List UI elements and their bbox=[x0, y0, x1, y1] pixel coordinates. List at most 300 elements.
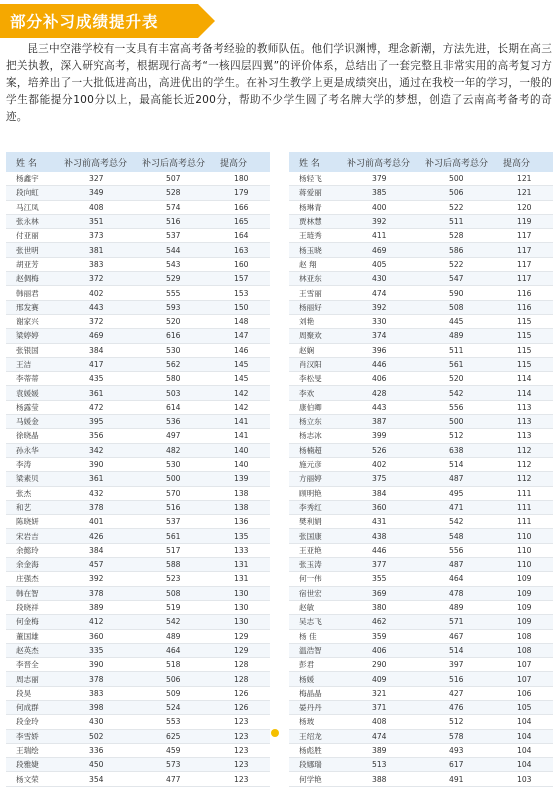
score-before: 381 bbox=[64, 243, 142, 257]
score-before: 438 bbox=[347, 529, 425, 543]
student-name: 王琏秀 bbox=[289, 229, 347, 243]
table-row bbox=[289, 543, 553, 557]
score-gain: 150 bbox=[220, 300, 270, 314]
score-before: 290 bbox=[347, 658, 425, 672]
score-before: 399 bbox=[347, 429, 425, 443]
score-gain: 142 bbox=[220, 400, 270, 414]
student-name: 张国康 bbox=[289, 529, 347, 543]
table-body bbox=[6, 172, 270, 786]
score-gain: 117 bbox=[503, 257, 553, 271]
table-row bbox=[289, 214, 553, 228]
score-after: 542 bbox=[425, 515, 503, 529]
score-before: 389 bbox=[347, 743, 425, 757]
student-name: 段晓祥 bbox=[6, 600, 64, 614]
score-gain: 104 bbox=[503, 758, 553, 772]
table-row bbox=[289, 586, 553, 600]
score-after: 555 bbox=[142, 286, 220, 300]
score-gain: 112 bbox=[503, 457, 553, 471]
score-after: 616 bbox=[142, 329, 220, 343]
score-after: 508 bbox=[425, 300, 503, 314]
score-table-right bbox=[289, 152, 553, 787]
score-gain: 128 bbox=[220, 672, 270, 686]
table-row bbox=[6, 372, 270, 386]
score-before: 360 bbox=[64, 629, 142, 643]
table-row bbox=[289, 658, 553, 672]
student-name: 马媛金 bbox=[6, 415, 64, 429]
student-name: 段娜瑞 bbox=[289, 758, 347, 772]
table-row bbox=[6, 172, 270, 186]
score-after: 500 bbox=[425, 415, 503, 429]
student-name: 陈晓妍 bbox=[6, 515, 64, 529]
score-before: 430 bbox=[64, 715, 142, 729]
score-after: 477 bbox=[142, 772, 220, 786]
student-name: 杨鑫宇 bbox=[6, 172, 64, 186]
student-name: 段昊 bbox=[6, 686, 64, 700]
student-name: 王洁 bbox=[6, 357, 64, 371]
score-after: 516 bbox=[425, 672, 503, 686]
score-after: 578 bbox=[425, 729, 503, 743]
score-before: 330 bbox=[347, 314, 425, 328]
student-name: 杨楠超 bbox=[289, 443, 347, 457]
score-before: 351 bbox=[64, 214, 142, 228]
score-gain: 115 bbox=[503, 357, 553, 371]
table-row bbox=[6, 658, 270, 672]
score-after: 614 bbox=[142, 400, 220, 414]
student-name: 董国雄 bbox=[6, 629, 64, 643]
score-gain: 106 bbox=[503, 686, 553, 700]
student-name: 何成群 bbox=[6, 700, 64, 714]
score-after: 503 bbox=[142, 386, 220, 400]
score-before: 388 bbox=[347, 772, 425, 786]
table-row bbox=[289, 672, 553, 686]
score-gain: 113 bbox=[503, 429, 553, 443]
student-name: 肖汉阳 bbox=[289, 357, 347, 371]
table-row bbox=[6, 758, 270, 772]
score-after: 506 bbox=[142, 672, 220, 686]
score-before: 349 bbox=[64, 186, 142, 200]
header-after: 补习后高考总分 bbox=[425, 152, 503, 172]
score-gain: 166 bbox=[220, 200, 270, 214]
table-row bbox=[289, 243, 553, 257]
table-row bbox=[6, 615, 270, 629]
score-after: 542 bbox=[142, 615, 220, 629]
score-gain: 109 bbox=[503, 572, 553, 586]
student-name: 杨露莹 bbox=[6, 400, 64, 414]
score-before: 377 bbox=[347, 558, 425, 572]
score-after: 491 bbox=[425, 772, 503, 786]
student-name: 何金梅 bbox=[6, 615, 64, 629]
table-row bbox=[289, 486, 553, 500]
score-gain: 117 bbox=[503, 229, 553, 243]
table-row bbox=[6, 357, 270, 371]
score-before: 384 bbox=[64, 343, 142, 357]
header-name: 姓 名 bbox=[289, 152, 347, 172]
score-after: 573 bbox=[142, 758, 220, 772]
table-row bbox=[6, 515, 270, 529]
score-gain: 157 bbox=[220, 272, 270, 286]
student-name: 杨文荣 bbox=[6, 772, 64, 786]
score-gain: 136 bbox=[220, 515, 270, 529]
student-name: 杨丽好 bbox=[289, 300, 347, 314]
score-after: 586 bbox=[425, 243, 503, 257]
table-row bbox=[6, 314, 270, 328]
score-gain: 108 bbox=[503, 643, 553, 657]
student-name: 袁媛媛 bbox=[6, 386, 64, 400]
table-row bbox=[289, 729, 553, 743]
score-after: 528 bbox=[142, 186, 220, 200]
score-before: 412 bbox=[64, 615, 142, 629]
student-name: 王绍龙 bbox=[289, 729, 347, 743]
score-before: 361 bbox=[64, 472, 142, 486]
table-row bbox=[289, 615, 553, 629]
student-name: 韩丽君 bbox=[6, 286, 64, 300]
table-row bbox=[6, 529, 270, 543]
student-name: 周志丽 bbox=[6, 672, 64, 686]
title-banner bbox=[0, 4, 215, 34]
score-after: 517 bbox=[142, 543, 220, 557]
table-row bbox=[6, 200, 270, 214]
student-name: 杨媛 bbox=[289, 672, 347, 686]
header-after: 补习后高考总分 bbox=[142, 152, 220, 172]
score-after: 493 bbox=[425, 743, 503, 757]
student-name: 马江凤 bbox=[6, 200, 64, 214]
table-row bbox=[6, 700, 270, 714]
table-row bbox=[6, 243, 270, 257]
student-name: 宿世宏 bbox=[289, 586, 347, 600]
score-before: 398 bbox=[64, 700, 142, 714]
table-row bbox=[289, 772, 553, 786]
table-row bbox=[6, 572, 270, 586]
student-name: 刘艳 bbox=[289, 314, 347, 328]
score-before: 401 bbox=[64, 515, 142, 529]
score-after: 553 bbox=[142, 715, 220, 729]
student-name: 杨彪胜 bbox=[289, 743, 347, 757]
score-after: 574 bbox=[142, 200, 220, 214]
student-name: 杨轻飞 bbox=[289, 172, 347, 186]
table-row bbox=[6, 429, 270, 443]
score-after: 543 bbox=[142, 257, 220, 271]
score-before: 411 bbox=[347, 229, 425, 243]
student-name: 王亚艳 bbox=[289, 543, 347, 557]
score-gain: 111 bbox=[503, 500, 553, 514]
score-after: 617 bbox=[425, 758, 503, 772]
table-row bbox=[289, 758, 553, 772]
student-name: 李欢 bbox=[289, 386, 347, 400]
score-before: 361 bbox=[64, 386, 142, 400]
score-gain: 123 bbox=[220, 715, 270, 729]
score-after: 497 bbox=[142, 429, 220, 443]
score-after: 528 bbox=[425, 229, 503, 243]
score-after: 522 bbox=[425, 257, 503, 271]
score-gain: 108 bbox=[503, 629, 553, 643]
score-before: 372 bbox=[64, 314, 142, 328]
score-gain: 114 bbox=[503, 372, 553, 386]
score-gain: 148 bbox=[220, 314, 270, 328]
score-before: 513 bbox=[347, 758, 425, 772]
score-before: 356 bbox=[64, 429, 142, 443]
score-before: 372 bbox=[64, 272, 142, 286]
score-after: 547 bbox=[425, 272, 503, 286]
score-gain: 109 bbox=[503, 600, 553, 614]
score-gain: 111 bbox=[503, 515, 553, 529]
student-name: 段金玲 bbox=[6, 715, 64, 729]
table-row bbox=[6, 300, 270, 314]
table-row bbox=[289, 529, 553, 543]
table-row bbox=[289, 686, 553, 700]
student-name: 王瑞绘 bbox=[6, 743, 64, 757]
student-name: 贾林慧 bbox=[289, 214, 347, 228]
student-name: 杨立东 bbox=[289, 415, 347, 429]
score-before: 378 bbox=[64, 672, 142, 686]
student-name: 杨志冰 bbox=[289, 429, 347, 443]
score-before: 390 bbox=[64, 457, 142, 471]
score-after: 459 bbox=[142, 743, 220, 757]
score-gain: 138 bbox=[220, 500, 270, 514]
score-gain: 116 bbox=[503, 286, 553, 300]
score-gain: 121 bbox=[503, 172, 553, 186]
score-before: 371 bbox=[347, 700, 425, 714]
student-name: 庄强杰 bbox=[6, 572, 64, 586]
score-gain: 109 bbox=[503, 615, 553, 629]
table-row bbox=[6, 257, 270, 271]
student-name: 杨琳青 bbox=[289, 200, 347, 214]
score-after: 397 bbox=[425, 658, 503, 672]
score-after: 464 bbox=[425, 572, 503, 586]
student-name: 张世明 bbox=[6, 243, 64, 257]
score-before: 336 bbox=[64, 743, 142, 757]
score-before: 406 bbox=[347, 643, 425, 657]
score-before: 384 bbox=[64, 543, 142, 557]
header-before: 补习前高考总分 bbox=[347, 152, 425, 172]
table-row bbox=[289, 400, 553, 414]
table-row bbox=[289, 715, 553, 729]
score-gain: 112 bbox=[503, 472, 553, 486]
student-name: 李蒂蒂 bbox=[6, 372, 64, 386]
table-row bbox=[289, 429, 553, 443]
score-before: 379 bbox=[347, 172, 425, 186]
score-after: 536 bbox=[142, 415, 220, 429]
score-gain: 139 bbox=[220, 472, 270, 486]
score-gain: 117 bbox=[503, 272, 553, 286]
score-after: 556 bbox=[425, 543, 503, 557]
student-name: 胡亚芳 bbox=[6, 257, 64, 271]
student-name: 赵倜梅 bbox=[6, 272, 64, 286]
student-name: 余金海 bbox=[6, 558, 64, 572]
score-gain: 138 bbox=[220, 486, 270, 500]
student-name: 周聚欢 bbox=[289, 329, 347, 343]
score-after: 445 bbox=[425, 314, 503, 328]
score-before: 469 bbox=[64, 329, 142, 343]
intro-paragraph: 昆三中空港学校有一支具有丰富高考备考经验的教师队伍。他们学识渊博，理念新潮，方法先进，长期在高三把关执教，深入研究高考，根据现行高考“一核四层四翼”的评价体系，总结出了一套完整且非常实用的高考复习方案，培养出了一大批低进高出，高进优出的学生。在补习生教学上更是成绩突出，通过在我校一年的学习，一般的学生都能提分100分以上，最高能长近200分，帮助不少学生圆了考名牌大学的梦想，创造了云南高考备考的奇迹。 bbox=[6, 43, 552, 123]
table-row bbox=[289, 572, 553, 586]
score-after: 500 bbox=[142, 472, 220, 486]
score-after: 523 bbox=[142, 572, 220, 586]
score-gain: 180 bbox=[220, 172, 270, 186]
score-before: 400 bbox=[347, 200, 425, 214]
table-row bbox=[6, 486, 270, 500]
decorative-dot bbox=[271, 729, 279, 737]
score-before: 446 bbox=[347, 543, 425, 557]
score-after: 593 bbox=[142, 300, 220, 314]
score-after: 520 bbox=[425, 372, 503, 386]
score-gain: 105 bbox=[503, 700, 553, 714]
score-before: 373 bbox=[64, 229, 142, 243]
score-gain: 104 bbox=[503, 729, 553, 743]
score-gain: 107 bbox=[503, 672, 553, 686]
score-before: 402 bbox=[64, 286, 142, 300]
score-before: 402 bbox=[347, 457, 425, 471]
score-gain: 131 bbox=[220, 558, 270, 572]
score-after: 556 bbox=[425, 400, 503, 414]
score-gain: 165 bbox=[220, 214, 270, 228]
score-gain: 146 bbox=[220, 343, 270, 357]
student-name: 赵敏 bbox=[289, 600, 347, 614]
score-after: 522 bbox=[425, 200, 503, 214]
score-after: 427 bbox=[425, 686, 503, 700]
score-gain: 123 bbox=[220, 729, 270, 743]
score-gain: 113 bbox=[503, 400, 553, 414]
table-row bbox=[6, 386, 270, 400]
table-row bbox=[289, 357, 553, 371]
table-header-row bbox=[289, 152, 553, 172]
score-gain: 123 bbox=[220, 772, 270, 786]
table-row bbox=[6, 715, 270, 729]
student-name: 段雅婕 bbox=[6, 758, 64, 772]
score-gain: 112 bbox=[503, 443, 553, 457]
score-after: 530 bbox=[142, 343, 220, 357]
score-before: 435 bbox=[64, 372, 142, 386]
table-row bbox=[6, 500, 270, 514]
table-row bbox=[289, 515, 553, 529]
score-after: 561 bbox=[425, 357, 503, 371]
header-gain: 提高分 bbox=[503, 152, 553, 172]
score-before: 392 bbox=[347, 214, 425, 228]
score-before: 378 bbox=[64, 586, 142, 600]
score-gain: 115 bbox=[503, 314, 553, 328]
score-gain: 130 bbox=[220, 600, 270, 614]
table-row bbox=[6, 729, 270, 743]
table-row bbox=[6, 400, 270, 414]
score-after: 467 bbox=[425, 629, 503, 643]
score-before: 355 bbox=[347, 572, 425, 586]
table-row bbox=[6, 286, 270, 300]
student-name: 付亚丽 bbox=[6, 229, 64, 243]
student-name: 何学艳 bbox=[289, 772, 347, 786]
score-before: 417 bbox=[64, 357, 142, 371]
score-gain: 131 bbox=[220, 572, 270, 586]
table-row bbox=[6, 772, 270, 786]
score-after: 487 bbox=[425, 558, 503, 572]
score-before: 502 bbox=[64, 729, 142, 743]
score-after: 482 bbox=[142, 443, 220, 457]
score-before: 383 bbox=[64, 686, 142, 700]
score-before: 443 bbox=[347, 400, 425, 414]
score-gain: 109 bbox=[503, 586, 553, 600]
table-row bbox=[6, 586, 270, 600]
student-name: 韩在智 bbox=[6, 586, 64, 600]
score-before: 375 bbox=[347, 472, 425, 486]
student-name: 康伯卿 bbox=[289, 400, 347, 414]
student-name: 林亚东 bbox=[289, 272, 347, 286]
table-row bbox=[6, 600, 270, 614]
score-before: 457 bbox=[64, 558, 142, 572]
score-before: 474 bbox=[347, 729, 425, 743]
score-after: 516 bbox=[142, 214, 220, 228]
score-after: 570 bbox=[142, 486, 220, 500]
table-row bbox=[289, 300, 553, 314]
table-row bbox=[6, 672, 270, 686]
student-name: 杨玉晓 bbox=[289, 243, 347, 257]
table-row bbox=[6, 643, 270, 657]
score-after: 562 bbox=[142, 357, 220, 371]
student-name: 彭君 bbox=[289, 658, 347, 672]
score-after: 471 bbox=[425, 500, 503, 514]
student-name: 赵 翔 bbox=[289, 257, 347, 271]
table-row bbox=[289, 443, 553, 457]
score-after: 519 bbox=[142, 600, 220, 614]
score-after: 638 bbox=[425, 443, 503, 457]
header-gain: 提高分 bbox=[220, 152, 270, 172]
table-row bbox=[6, 229, 270, 243]
table-row bbox=[6, 686, 270, 700]
student-name: 李涛 bbox=[6, 457, 64, 471]
student-name: 余懿玲 bbox=[6, 543, 64, 557]
score-before: 431 bbox=[347, 515, 425, 529]
score-gain: 140 bbox=[220, 457, 270, 471]
student-name: 张杰 bbox=[6, 486, 64, 500]
score-gain: 140 bbox=[220, 443, 270, 457]
score-gain: 130 bbox=[220, 586, 270, 600]
score-after: 580 bbox=[142, 372, 220, 386]
score-gain: 117 bbox=[503, 243, 553, 257]
score-before: 374 bbox=[347, 329, 425, 343]
table-row bbox=[289, 386, 553, 400]
student-name: 张永林 bbox=[6, 214, 64, 228]
student-name: 段向虹 bbox=[6, 186, 64, 200]
table-row bbox=[289, 172, 553, 186]
student-name: 梁婷婷 bbox=[6, 329, 64, 343]
score-before: 428 bbox=[347, 386, 425, 400]
score-before: 321 bbox=[347, 686, 425, 700]
score-gain: 130 bbox=[220, 615, 270, 629]
score-before: 342 bbox=[64, 443, 142, 457]
student-name: 王雪丽 bbox=[289, 286, 347, 300]
student-name: 施元彦 bbox=[289, 457, 347, 471]
score-after: 511 bbox=[425, 214, 503, 228]
table-row bbox=[6, 457, 270, 471]
student-name: 李秀红 bbox=[289, 500, 347, 514]
score-before: 396 bbox=[347, 343, 425, 357]
score-before: 384 bbox=[347, 486, 425, 500]
student-name: 李雪娇 bbox=[6, 729, 64, 743]
student-name: 樊利娟 bbox=[289, 515, 347, 529]
table-row bbox=[6, 214, 270, 228]
table-row bbox=[6, 272, 270, 286]
header-before: 补习前高考总分 bbox=[64, 152, 142, 172]
table-row bbox=[6, 558, 270, 572]
score-before: 526 bbox=[347, 443, 425, 457]
table-header-row bbox=[6, 152, 270, 172]
score-gain: 120 bbox=[503, 200, 553, 214]
student-name: 谢家兴 bbox=[6, 314, 64, 328]
table-row bbox=[6, 543, 270, 557]
score-table-left bbox=[6, 152, 270, 787]
student-name: 赵娴 bbox=[289, 343, 347, 357]
score-gain: 145 bbox=[220, 372, 270, 386]
score-before: 408 bbox=[64, 200, 142, 214]
table-row bbox=[289, 343, 553, 357]
score-before: 450 bbox=[64, 758, 142, 772]
